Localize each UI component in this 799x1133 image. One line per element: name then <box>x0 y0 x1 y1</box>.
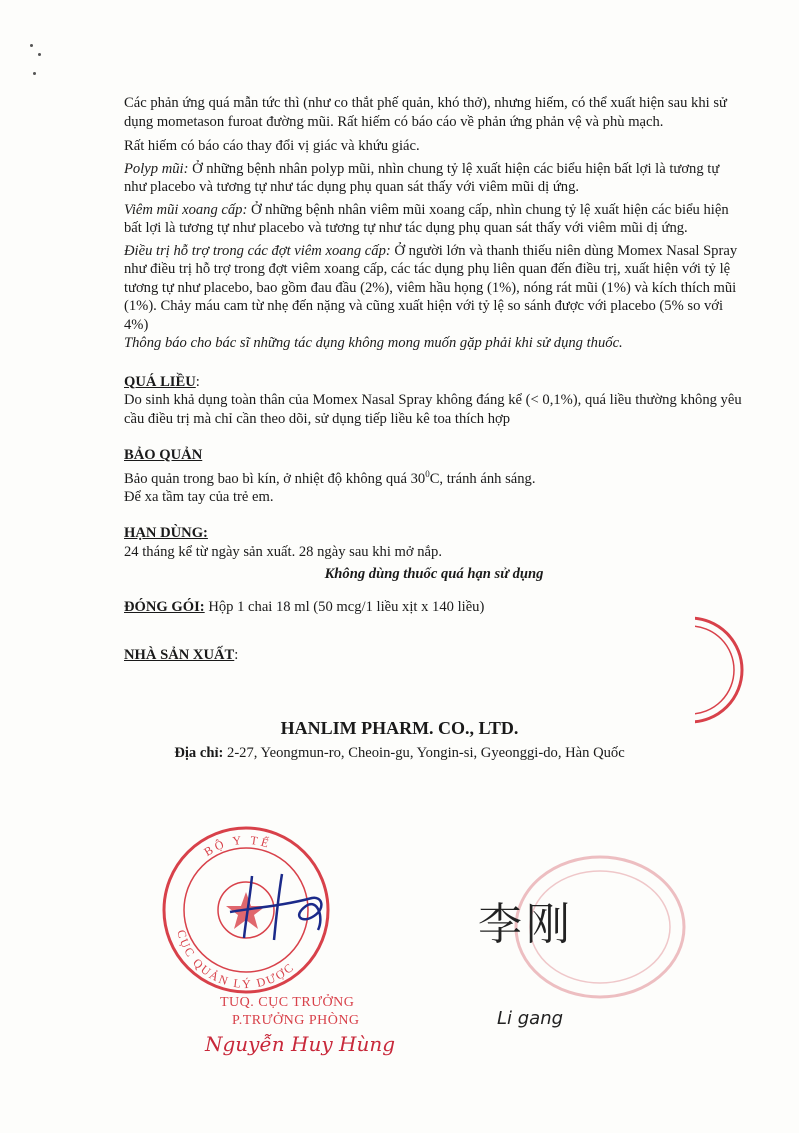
packaging-line: ĐÓNG GÓI: Hộp 1 chai 18 ml (50 mcg/1 liều xịt x 140 liều) <box>124 598 485 615</box>
overdose-text: Do sinh khả dụng toàn thân của Momex Nasal Spray không đáng kể (< 0,1%), quá liều thường không yêu cầu điều trị mà chỉ cần theo dõi, sử dụng tiếp liều kê toa thích hợp <box>124 392 742 427</box>
manufacturer-heading: NHÀ SẢN XUẤT: <box>124 647 239 664</box>
adverse-effects-section <box>124 94 744 665</box>
rhinosinusitis-text: Ở những bệnh nhân viêm mũi xoang cấp, nhìn chung tỷ lệ xuất hiện các biểu hiện bất lợi là tương tự như placebo và tương tự như tác dụng phụ quan sát thấy với viêm mũi dị ứng. <box>124 201 729 236</box>
expiry-heading: HẠN DÙNG: <box>124 525 208 542</box>
adjunct-label: Điều trị hỗ trợ trong các đợt viêm xoang cấp: <box>124 242 391 259</box>
signature-blue-icon <box>222 868 332 948</box>
expiry-line-1: 24 tháng kể từ ngày sản xuất. 28 ngày sau khi mở nắp. <box>124 543 442 560</box>
polyp-label: Polyp mũi: <box>124 160 189 177</box>
storage-line-1: Bảo quản trong bao bì kín, ở nhiệt độ không quá $30^0C$, tránh ánh sáng. <box>124 468 536 487</box>
rhinosinusitis-label: Viêm mũi xoang cấp: <box>124 201 248 218</box>
chinese-signature: 李刚 <box>478 899 574 950</box>
stamp-bottom-text: CỤC QUẢN LÝ DƯỢC <box>174 928 298 992</box>
paragraph-notify-doctor: Thông báo cho bác sĩ những tác dụng không mong muốn gặp phải khi sử dụng thuốc. <box>124 335 623 351</box>
company-name: HANLIM PHARM. CO., LTD. <box>280 718 519 738</box>
approval-title-2: P.TRƯỞNG PHÒNG <box>232 1013 360 1028</box>
storage-heading: BẢO QUẢN <box>124 447 203 463</box>
scan-speck <box>33 72 36 75</box>
company-address: Địa chỉ: 2-27, Yeongmun-ro, Cheoin-gu, Yongin-si, Gyeonggi-do, Hàn Quốc <box>174 745 625 761</box>
expiry-warning: Không dùng thuốc quá hạn sử dụng <box>324 566 544 583</box>
paragraph-taste-smell: Rất hiếm có báo cáo thay đổi vị giác và khứu giác. <box>124 138 420 154</box>
paragraph-hypersensitivity: Các phản ứng quá mẫn tức thì (như co thắt phế quản, khó thở), nhưng hiếm, có thể xuất hiện sau khi sử dụng mometason furoat đường mũi. Rất hiếm có báo cáo về phản ứng phản vệ và phù mạch. <box>124 95 727 130</box>
latin-signature: Li gang <box>497 1008 564 1029</box>
paragraph-rhinosinusitis <box>124 201 744 238</box>
adjunct-text: Ở người lớn và thanh thiếu niên dùng Momex Nasal Spray như điều trị hỗ trợ trong đợt viêm xoang cấp, các tác dụng phụ liên quan đến điều trị, xuất hiện với tỷ lệ tương tự như placebo, bao gồm đau đầu (2%), viêm hầu họng (1%), nóng rát mũi (1%) và kích thích mũi (1%). Chảy máu cam từ nhẹ đến nặng và cũng xuất hiện với tỷ lệ so sánh được với placebo (5% so với 4%) <box>124 242 738 333</box>
scan-speck <box>38 53 41 56</box>
stamp-top-text: BỘ Y TẾ <box>201 832 274 859</box>
paragraph-polyp <box>124 160 744 197</box>
polyp-text: Ở những bệnh nhân polyp mũi, nhìn chung tỷ lệ xuất hiện các biểu hiện bất lợi là tương tự như placebo và tương tự như tác dụng phụ quan sát thấy với viêm mũi dị ứng. <box>124 160 720 195</box>
storage-line-2: Để xa tầm tay của trẻ em. <box>124 488 274 505</box>
partial-stamp-icon <box>695 615 775 725</box>
approval-title-1: TUQ. CỤC TRƯỞNG <box>220 995 355 1010</box>
overdose-heading: QUÁ LIỀU: <box>124 373 200 390</box>
paragraph-adjunct-therapy <box>124 242 744 335</box>
scan-speck <box>30 44 33 47</box>
approval-signer: Nguyễn Huy Hùng <box>205 1032 396 1056</box>
